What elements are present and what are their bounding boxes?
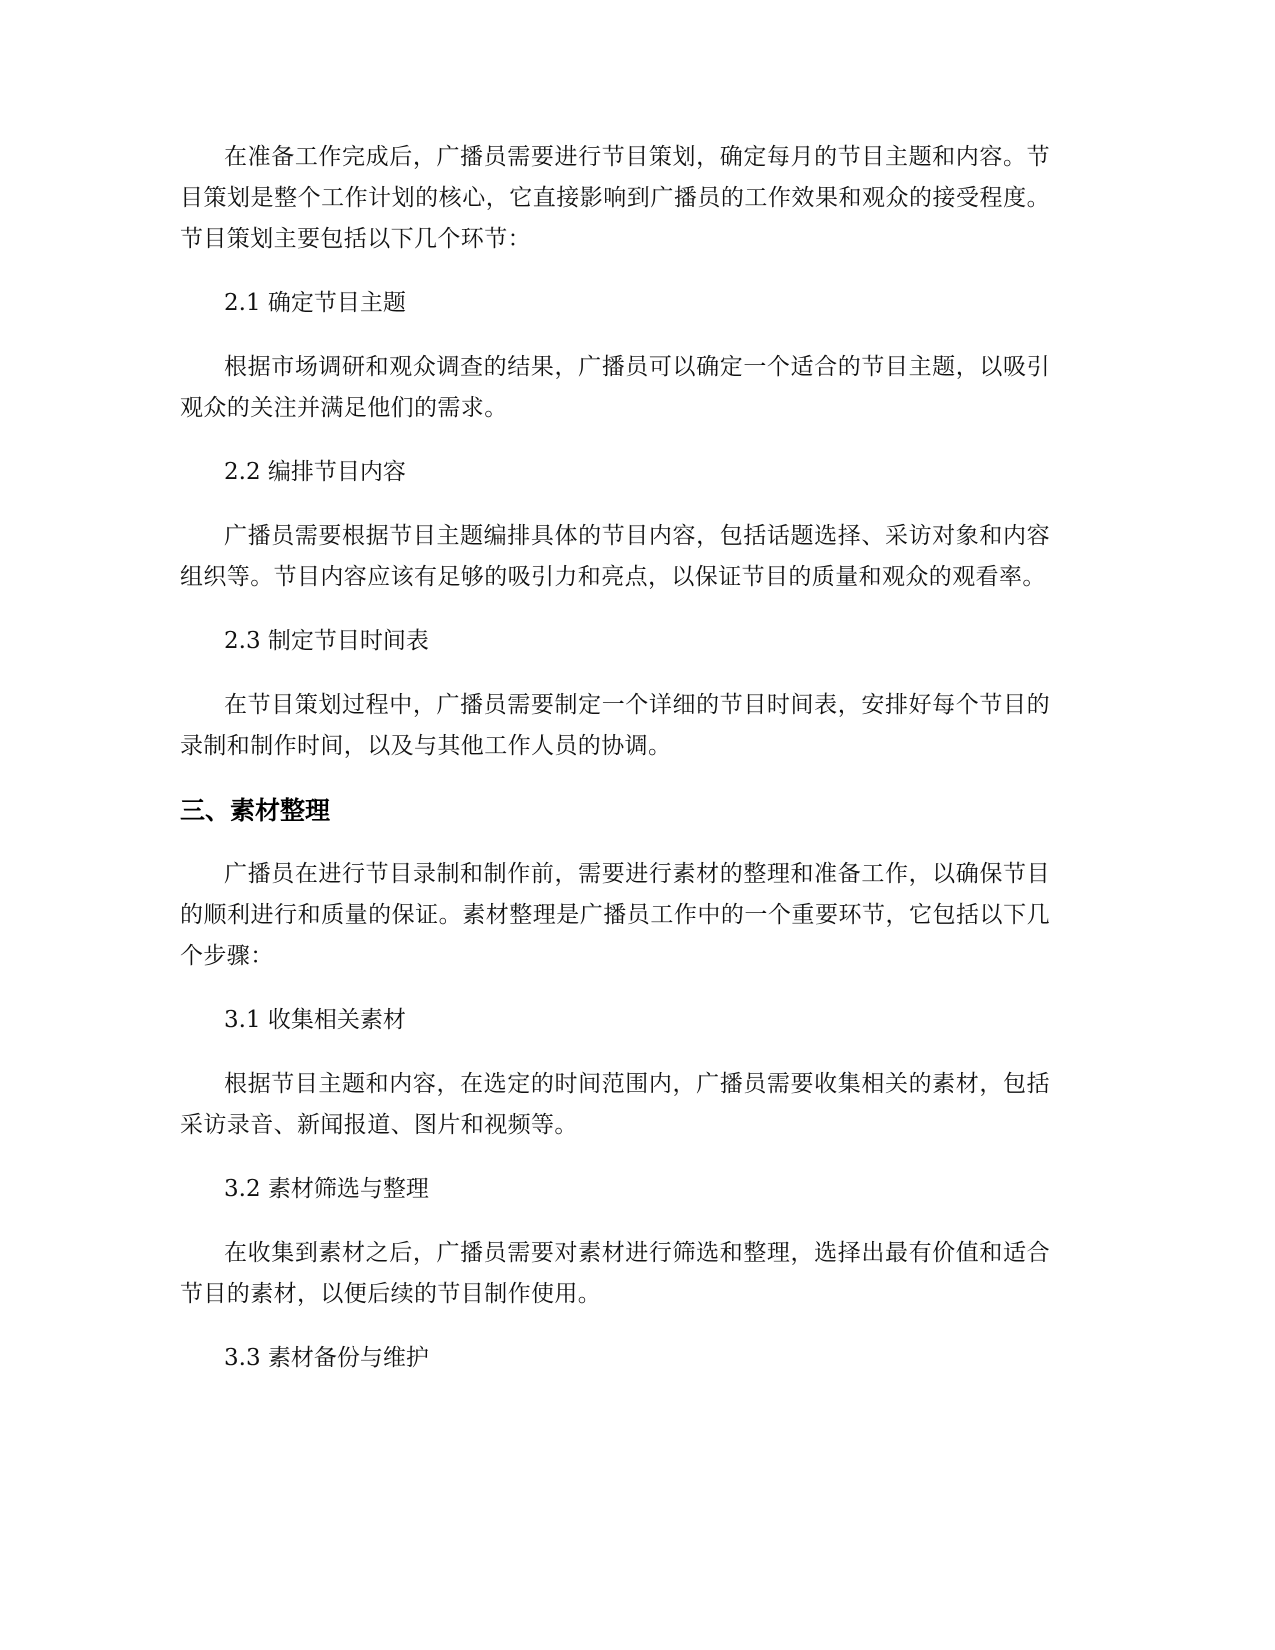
- paragraph-2-2: 广播员需要根据节目主题编排具体的节目内容，包括话题选择、采访对象和内容组织等。节目内容应该有足够的吸引力和亮点，以保证节目的质量和观众的观看率。: [180, 523, 1050, 590]
- subheading-3-3: 3.3 素材备份与维护: [224, 1345, 429, 1371]
- subheading-3-2: 3.2 素材筛选与整理: [224, 1176, 429, 1202]
- section-title-3: 三、素材整理: [180, 796, 331, 825]
- subheading-2-2: 2.2 编排节目内容: [224, 459, 406, 485]
- paragraph-2-3: 在节目策划过程中，广播员需要制定一个详细的节目时间表，安排好每个节目的录制和制作时间，以及与其他工作人员的协调。: [180, 692, 1050, 759]
- paragraph-3-2: 在收集到素材之后，广播员需要对素材进行筛选和整理，选择出最有价值和适合节目的素材，以便后续的节目制作使用。: [180, 1240, 1050, 1307]
- paragraph-program-planning-intro: 在准备工作完成后，广播员需要进行节目策划，确定每月的节目主题和内容。节目策划是整个工作计划的核心，它直接影响到广播员的工作效果和观众的接受程度。节目策划主要包括以下几个环节：: [180, 144, 1050, 252]
- document-body: [180, 137, 1050, 1402]
- subheading-3-1: 3.1 收集相关素材: [224, 1007, 406, 1033]
- paragraph-3-1: 根据节目主题和内容，在选定的时间范围内，广播员需要收集相关的素材，包括采访录音、新闻报道、图片和视频等。: [180, 1071, 1050, 1138]
- paragraph-section-3-intro: 广播员在进行节目录制和制作前，需要进行素材的整理和准备工作，以确保节目的顺利进行和质量的保证。素材整理是广播员工作中的一个重要环节，它包括以下几个步骤：: [180, 861, 1050, 969]
- subheading-2-3: 2.3 制定节目时间表: [224, 628, 429, 654]
- paragraph-2-1: 根据市场调研和观众调查的结果，广播员可以确定一个适合的节目主题，以吸引观众的关注并满足他们的需求。: [180, 354, 1050, 421]
- subheading-2-1: 2.1 确定节目主题: [224, 290, 406, 316]
